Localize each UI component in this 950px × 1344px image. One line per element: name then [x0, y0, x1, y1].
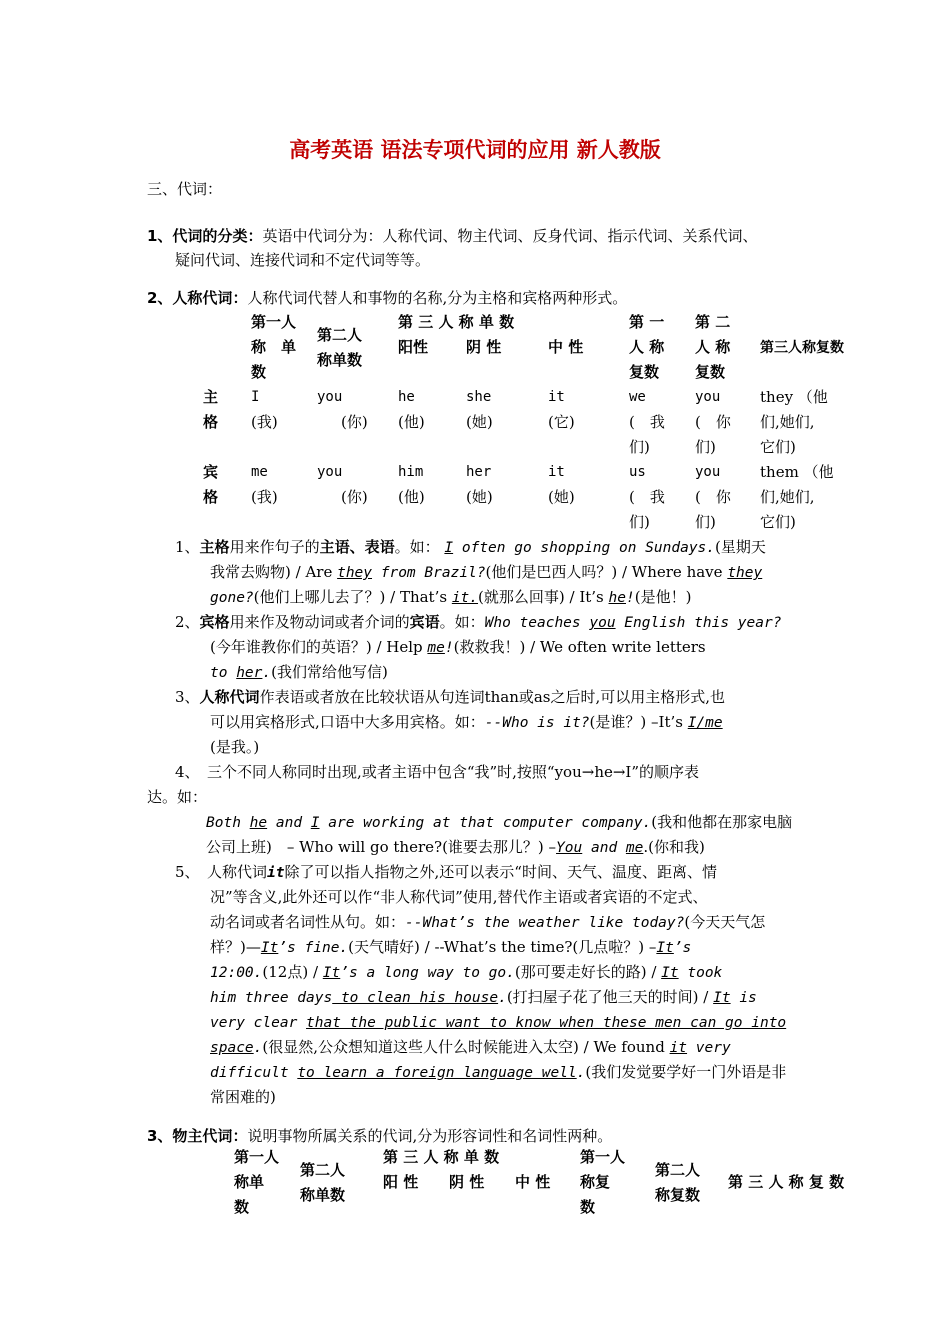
section-1-line-2: 疑问代词、连接代词和不定代词等等。 — [175, 251, 431, 269]
rule-4-line-4: 公司上班) – Who will go there?(谁要去那儿？) –You and me.(你和我) — [206, 838, 705, 856]
page-title: 高考英语 语法专项代词的应用 新人教版 — [289, 138, 661, 162]
nom-cell-7: you ( 你 们) — [695, 389, 731, 456]
th2-neut: 中 性 — [515, 1173, 551, 1191]
th-third-plural: 第三人称复数 — [760, 340, 844, 356]
acc-cell-6: us ( 我 们) — [629, 464, 665, 531]
th-first-single: 第一人 称 单 数 — [251, 313, 297, 381]
section-2-line — [147, 286, 627, 311]
nom-cell-5: it (它) — [548, 389, 575, 431]
rule-1-line-2: 我常去购物) / Are they from Brazil?(他们是巴西人吗？) / Where have they — [210, 563, 763, 581]
rule-2-line-2: (今年谁教你们的英语？) / Help me!(救救我！) / We often write letters — [210, 638, 706, 656]
section-3-line — [147, 1124, 612, 1149]
rule-5-line-2: 况”等含义,此外还可以作“非人称代词”使用,替代作主语或者宾语的不定式、 — [210, 888, 708, 906]
rule-1-line-1: 1、主格用来作句子的主语、表语。如： I often go shopping on Sundays.(星期天 — [175, 538, 766, 556]
acc-cell-8: them （他 们,她们, 它们) — [760, 463, 834, 531]
th-second-single: 第二人 称单数 — [317, 326, 363, 369]
nom-cell-8: they （他 们,她们, 它们) — [760, 388, 828, 456]
th2-second-plural: 第二人 称复数 — [655, 1161, 701, 1204]
th-second-plural: 第 二 人 称 复数 — [695, 313, 731, 381]
section-heading: 三、代词： — [147, 180, 223, 198]
section-1-line-1 — [147, 224, 757, 249]
rule-3-line-2: 可以用宾格形式,口语中大多用宾格。如：--Who is it?(是谁？) –It’s I/me — [210, 713, 723, 731]
rule-5-line-4: 样？)—It’s fine.(天气晴好) / --What’s the time?(几点啦？) –It’s — [210, 938, 692, 956]
acc-cell-2: you (你) — [317, 464, 368, 506]
th2-third-plural: 第 三 人 称 复 数 — [728, 1173, 845, 1191]
section-3-label: 3、物主代词： — [147, 1127, 248, 1145]
rule-3-line-1: 3、人称代词作表语或者放在比较状语从句连词than或as之后时,可以用主格形式,也 — [175, 688, 726, 706]
rule-5-line-8: space.(很显然,公众想知道这些人什么时候能进入太空) / We found it very — [210, 1038, 731, 1056]
acc-cell-7: you ( 你 们) — [695, 464, 731, 531]
nom-cell-3: he (他) — [398, 389, 425, 431]
nom-cell-2: you (你) — [317, 389, 368, 431]
rule-5-line-7: very clear that the public want to know when these men can go into — [210, 1015, 787, 1031]
rule-1-line-3: gone?(他们上哪儿去了？) / That’s it.(就那么回事) / It’s he!(是他！) — [210, 588, 692, 606]
rule-5-line-1: 5、 人称代词it除了可以指人指物之外,还可以表示“时间、天气、温度、距离、情 — [175, 863, 717, 881]
th2-first-plural: 第一人 称复 数 — [580, 1148, 626, 1216]
rule-3-line-3: (是我。) — [210, 738, 260, 756]
acc-cell-4: her (她) — [466, 464, 493, 506]
row-label-nominative: 主 格 — [203, 388, 219, 431]
rule-4-line-2: 达。如： — [147, 788, 208, 806]
th2-third-single: 第 三 人 称 单 数 — [383, 1148, 500, 1166]
rule-5-line-3: 动名词或者名词性从句。如：--What’s the weather like today?(今天天气怎 — [210, 913, 766, 931]
section-3-text: 说明事物所属关系的代词,分为形容词性和名词性两种。 — [247, 1127, 613, 1145]
rule-4-line-1: 4、 三个不同人称同时出现,或者主语中包含“我”时,按照“you→he→I”的顺序表 — [175, 763, 700, 781]
row-label-accusative: 宾 格 — [203, 463, 219, 506]
rule-5-line-5: 12:00.(12点) / It’s a long way to go.(那可要走好长的路) / It took — [210, 963, 723, 981]
acc-cell-3: him (他) — [398, 464, 425, 506]
rule-5-line-9: difficult to learn a foreign language well.(我们发觉要学好一门外语是非 — [210, 1063, 787, 1081]
th2-second-single: 第二人 称单数 — [300, 1161, 346, 1204]
th-fem: 阴 性 — [466, 338, 502, 356]
section-1-text-1: 英语中代词分为：人称代词、物主代词、反身代词、指示代词、关系代词、 — [262, 227, 758, 245]
th-neut: 中 性 — [548, 338, 584, 356]
th-first-plural: 第 一 人 称 复数 — [629, 313, 665, 381]
nom-cell-1: I (我) — [251, 389, 278, 431]
rule-4-line-3: Both he and I are working at that computer company.(我和他都在那家电脑 — [206, 813, 793, 831]
rule-2-line-1: 2、宾格用来作及物动词或者介词的宾语。如：Who teaches you English this year? — [175, 613, 782, 631]
rule-5-line-6: him three days to clean his house.(打扫屋子花了他三天的时间) / It is — [210, 988, 757, 1006]
section-2-label: 2、人称代词： — [147, 289, 248, 307]
th-third-single: 第 三 人 称 单 数 — [398, 313, 515, 331]
rule-5-line-10: 常困难的) — [210, 1088, 276, 1106]
th2-first-single: 第一人 称单 数 — [234, 1148, 280, 1216]
acc-cell-1: me (我) — [251, 464, 278, 506]
rule-2-line-3: to her.(我们常给他写信) — [210, 663, 388, 681]
acc-cell-5: it (她) — [548, 464, 575, 506]
th2-fem: 阴 性 — [449, 1173, 485, 1191]
nom-cell-6: we ( 我 们) — [629, 389, 665, 456]
th2-masc: 阳 性 — [383, 1173, 419, 1191]
th-masc: 阳性 — [398, 338, 429, 356]
section-2-text: 人称代词代替人和事物的名称,分为主格和宾格两种形式。 — [247, 289, 628, 307]
section-1-label: 1、代词的分类： — [147, 227, 263, 245]
nom-cell-4: she (她) — [466, 389, 493, 431]
